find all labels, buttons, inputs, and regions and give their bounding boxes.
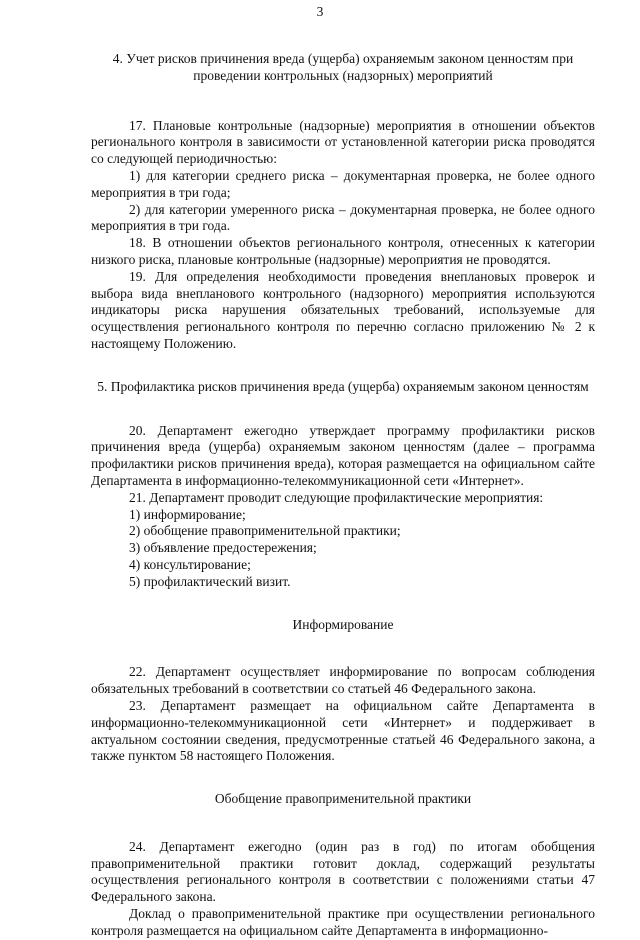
document-body (91, 51, 595, 940)
paragraph-20: 20. Департамент ежегодно утверждает программу профилактики рисков причинения вреда (ущерба) охраняемым законом ценностям (далее – программа профилактики рисков причинения вреда), которая размещается на официальном сайте Департамента в информационно-телекоммуникационной сети «Интернет». (91, 422, 595, 488)
paragraph-18: 18. В отношении объектов регионального контроля, отнесенных к категории низкого риска, плановые контрольные (надзорные) мероприятия не проводятся. (91, 235, 595, 267)
list-item: 3) объявление предостережения; (129, 540, 317, 556)
list-item: 1) информирование; (129, 506, 246, 522)
practice-heading: Обобщение правоприменительной практики (214, 791, 472, 807)
paragraph-17: 17. Плановые контрольные (надзорные) мероприятия в отношении объектов регионального контроля в зависимости от установленной категории риска проводятся со следующей периодичностью: (91, 117, 595, 167)
section-4-heading: 4. Учет рисков причинения вреда (ущерба) охраняемым законом ценностям при проведении контрольных (надзорных) мероприятий (112, 51, 574, 83)
paragraph-25: Доклад о правоприменительной практике при осуществлении регионального контроля размещается на официальном сайте Департамента в информационно- (91, 906, 595, 938)
informing-heading: Информирование (292, 616, 394, 632)
page-number: 3 (316, 4, 324, 19)
paragraph-23: 23. Департамент размещает на официальном сайте Департамента в информационно-телекоммуникационной сети «Интернет» и поддерживает в актуальном состоянии сведения, предусмотренные статьей 46 Федерального закона, а также пунктом 58 настоящего Положения. (91, 697, 595, 764)
paragraph-24: 24. Департамент ежегодно (один раз в год) по итогам обобщения правоприменительной практики готовит доклад, содержащий результаты осуществления регионального контроля в соответствии с положениями статьи 47 Федерального закона. (91, 838, 595, 905)
list-item: 2) обобщение правоприменительной практики; (129, 523, 401, 539)
paragraph-17-item-2: 2) для категории умеренного риска – документарная проверка, не более одного мероприятия в три года. (91, 201, 595, 234)
section-5-heading: 5. Профилактика рисков причинения вреда (ущерба) охраняемым законом ценностям (97, 378, 589, 394)
paragraph-22: 22. Департамент осуществляет информирование по вопросам соблюдения обязательных требований в соответствии со статьей 46 Федерального закона. (91, 664, 595, 697)
paragraph-19: 19. Для определения необходимости проведения внеплановых проверок и выбора вида внепланового контрольного (надзорного) мероприятия используются индикаторы риска нарушения обязательных требований, используемые для осуществления регионального контроля по перечню согласно приложению № 2 к настоящему Положению. (91, 268, 595, 351)
paragraph-17-item-1: 1) для категории среднего риска – документарная проверка, не более одного мероприятия в три года; (91, 167, 595, 200)
list-item: 4) консультирование; (129, 556, 251, 572)
list-item: 5) профилактический визит. (129, 573, 291, 589)
paragraph-21: 21. Департамент проводит следующие профилактические мероприятия: (129, 489, 544, 505)
